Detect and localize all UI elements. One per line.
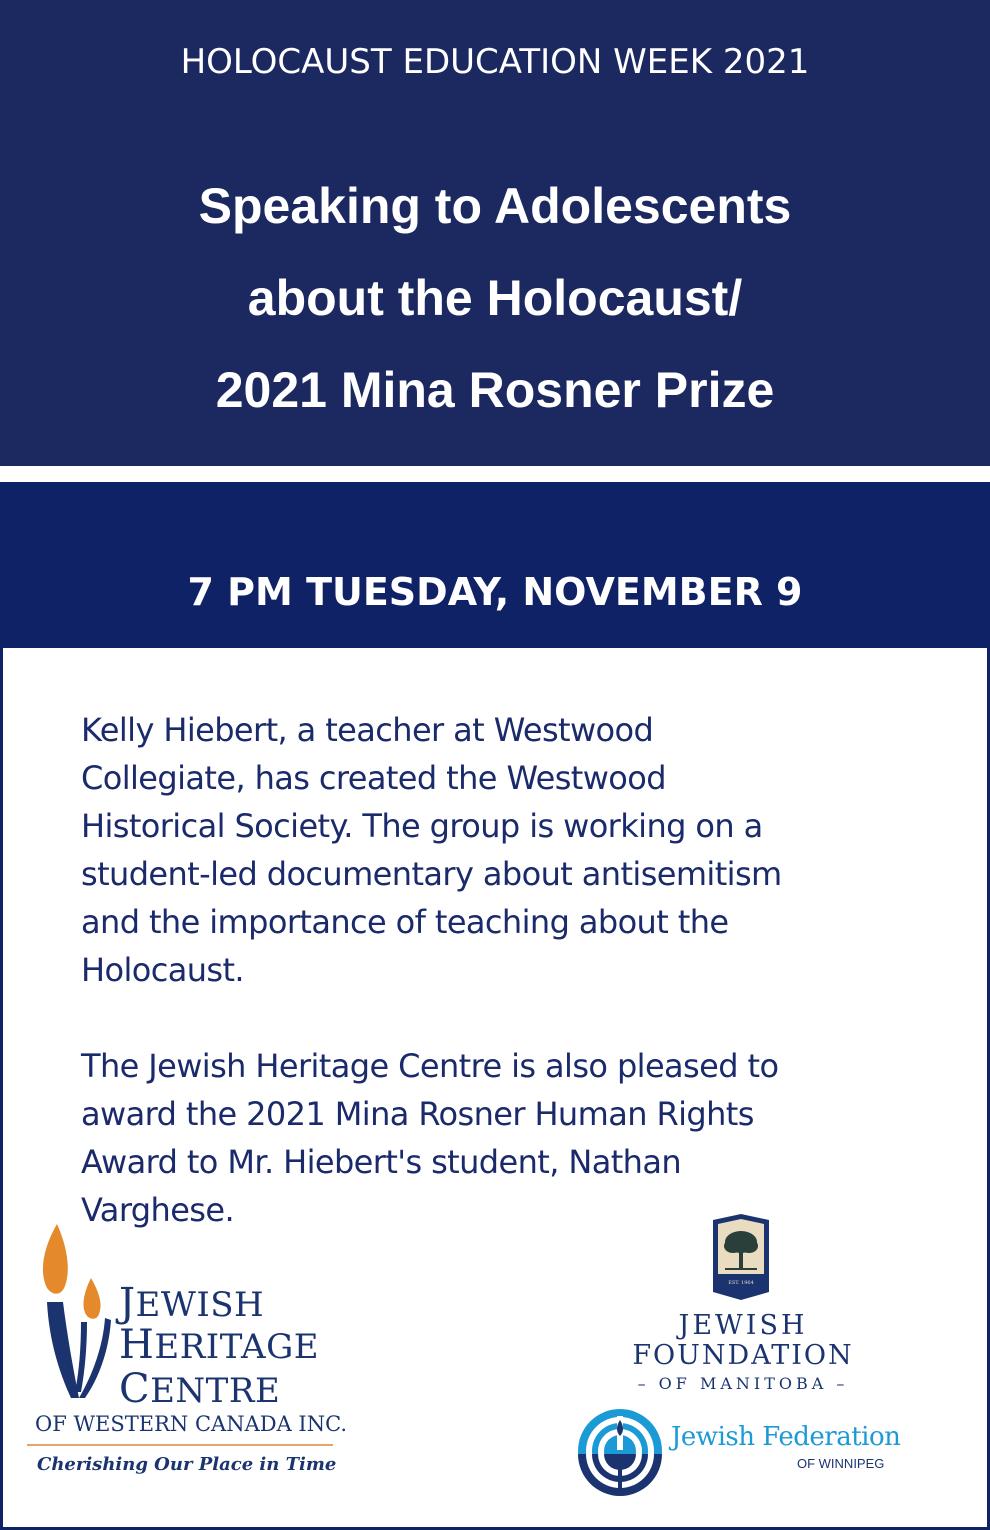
content-panel — [0, 648, 990, 1530]
candle-flame-icon — [31, 1222, 121, 1408]
menorah-circle-icon — [575, 1406, 665, 1496]
foundation-line-3: – OF MANITOBA – — [637, 1374, 849, 1393]
paragraph-line: The Jewish Heritage Centre is also pleased to — [81, 1047, 779, 1085]
foundation-line-1: JEWISH — [678, 1310, 808, 1341]
paragraph-line: Kelly Hiebert, a teacher at Westwood — [81, 711, 654, 749]
tree-crest-icon — [711, 1214, 771, 1300]
event-datetime: 7 PM TUESDAY, NOVEMBER 9 — [187, 570, 803, 614]
paragraph-line: Historical Society. The group is working on a — [81, 807, 763, 845]
paragraph-line: Holocaust. — [81, 951, 244, 989]
logo-word-heritage: HERITAGE — [119, 1322, 320, 1368]
paragraph-line: Award to Mr. Hiebert's student, Nathan — [81, 1143, 682, 1181]
foundation-line-2: FOUNDATION — [632, 1340, 854, 1371]
logo-rule — [27, 1444, 333, 1446]
crest-text: EST. 1964 — [728, 1280, 754, 1286]
paragraph-line: Varghese. — [81, 1191, 235, 1229]
federation-subtitle: OF WINNIPEG — [797, 1456, 885, 1471]
foundation-logo — [603, 1214, 883, 1394]
heritage-centre-logo — [27, 1222, 348, 1482]
date-banner — [0, 482, 990, 648]
event-title — [0, 160, 990, 436]
award-paragraph — [81, 1042, 931, 1234]
paragraph-line: award the 2021 Mina Rosner Human Rights — [81, 1095, 754, 1133]
paragraph-line: Collegiate, has created the Westwood — [81, 759, 666, 797]
header-banner — [0, 0, 990, 466]
paragraph-line: and the importance of teaching about the — [81, 903, 729, 941]
title-line-3: 2021 Mina Rosner Prize — [215, 362, 775, 418]
title-line-1: Speaking to Adolescents — [198, 178, 792, 234]
federation-name: Jewish Federation — [671, 1422, 901, 1452]
paragraph-line: student-led documentary about antisemitism — [81, 855, 782, 893]
title-line-2: about the Holocaust/ — [247, 270, 743, 326]
description-paragraph — [81, 706, 931, 994]
federation-logo — [575, 1404, 915, 1500]
banner-divider — [0, 466, 990, 482]
event-kicker: HOLOCAUST EDUCATION WEEK 2021 — [180, 42, 810, 82]
logo-word-centre: CENTRE — [119, 1366, 281, 1412]
logo-tagline: Cherishing Our Place in Time — [37, 1454, 337, 1475]
logo-word-jewish: JEWISH — [119, 1280, 265, 1326]
logo-subtitle: OF WESTERN CANADA INC. — [35, 1412, 348, 1436]
